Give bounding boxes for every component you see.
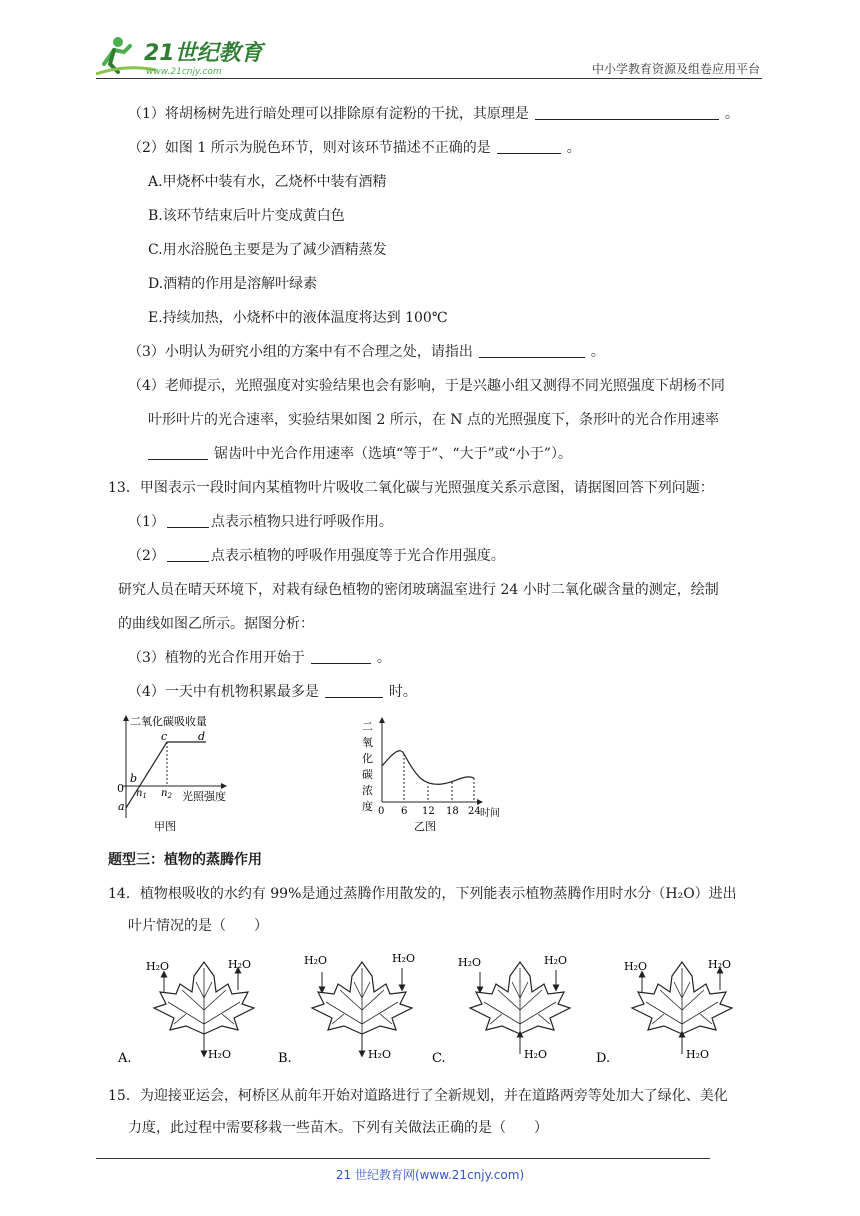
option-label: D.: [596, 1051, 611, 1066]
q13-stem: 13．甲图表示一段时间内某植物叶片吸收二氧化碳与光照强度关系示意图，请据图回答下列问题：: [108, 480, 714, 496]
footer-divider: [96, 1158, 710, 1159]
water-label: H₂O: [686, 1048, 710, 1061]
figure-caption: 甲图: [154, 820, 176, 833]
answer-blank[interactable]: [167, 513, 209, 528]
svg-text:度: 度: [362, 800, 373, 813]
svg-text:www.21cnjy.com: www.21cnjy.com: [146, 67, 222, 77]
q12-option-a: A.甲烧杯中装有水，乙烧杯中装有酒精: [148, 174, 387, 190]
svg-text:21世纪教育: 21世纪教育: [144, 41, 263, 66]
point-d-label: d: [198, 730, 206, 743]
q12-part3: （3）小明认为研究小组的方案中有不合理之处，请指出 。: [128, 344, 605, 360]
leaf-option-a[interactable]: [117, 958, 254, 1066]
y-axis-label: [362, 720, 373, 813]
point-b-label: b: [130, 772, 138, 785]
q12-option-e: E.持续加热，小烧杯中的液体温度将达到 100℃: [148, 310, 448, 326]
header-divider: [96, 78, 762, 79]
q14-stem-line2: 叶片情况的是（ ）: [128, 918, 268, 934]
y-axis-label: 二氧化碳吸收量: [130, 715, 207, 728]
origin-label: 0: [117, 782, 124, 795]
water-label: H₂O: [368, 1048, 392, 1061]
q12-option-c: C.用水浴脱色主要是为了减少酒精蒸发: [148, 242, 387, 258]
leaf-option-b[interactable]: [278, 952, 415, 1066]
point-n1-label: $n_1$: [136, 788, 147, 800]
svg-text:二: 二: [362, 720, 373, 733]
answer-blank[interactable]: [148, 445, 208, 460]
water-label: H₂O: [228, 958, 252, 971]
footer-link[interactable]: 21 世纪教育网(www.21cnjy.com): [335, 1168, 525, 1182]
x-axis-label: 光照强度: [182, 790, 226, 803]
answer-blank[interactable]: [479, 343, 585, 358]
water-label: H₂O: [208, 1048, 232, 1061]
answer-blank[interactable]: [325, 683, 383, 698]
q12-option-b: B.该环节结束后叶片变成黄白色: [148, 208, 345, 224]
water-label: H₂O: [458, 956, 482, 969]
q12-part1: （1）将胡杨树先进行暗处理可以排除原有淀粉的干扰，其原理是 。: [128, 106, 739, 122]
answer-blank[interactable]: [497, 139, 561, 154]
point-a-label: a: [118, 800, 125, 813]
co2-curve: [382, 751, 474, 785]
q13-paragraph-line2: 的曲线如图乙所示。据图分析：: [118, 616, 314, 632]
svg-text:化: 化: [362, 752, 373, 765]
platform-title: 中小学教育资源及组卷应用平台: [591, 62, 760, 76]
tick-label: 18: [446, 806, 459, 817]
leaf-option-d[interactable]: [596, 958, 732, 1066]
water-label: H₂O: [708, 958, 732, 971]
q14-stem-line1: 14．植物根吸收的水约有 99%是通过蒸腾作用散发的，下列能表示植物蒸腾作用时水分（H₂O）进出: [108, 886, 737, 902]
tick-label: 0: [378, 806, 385, 817]
water-label: H₂O: [146, 960, 170, 973]
figure-yi: [362, 716, 512, 836]
q15-stem-line2: 力度，此过程中需要移栽一些苗木。下列有关做法正确的是（ ）: [128, 1120, 548, 1136]
svg-text:浓: 浓: [362, 784, 373, 797]
water-label: H₂O: [544, 954, 568, 967]
answer-blank[interactable]: [535, 105, 719, 120]
tick-label: 24: [468, 806, 481, 817]
q12-part4-line2: 叶形叶片的光合速率，实验结果如图 2 所示，在 N 点的光照强度下，条形叶的光合作用速率: [148, 412, 719, 428]
x-axis-label: 时间: [480, 808, 500, 819]
site-logo: [96, 34, 266, 78]
answer-blank[interactable]: [167, 547, 209, 562]
option-label: B.: [278, 1051, 292, 1066]
q13-part4: （4）一天中有机物积累最多是 时。: [128, 684, 417, 700]
figure-jia: [112, 712, 252, 837]
q13-paragraph-line1: 研究人员在晴天环境下，对栽有绿色植物的密闭玻璃温室进行 24 小时二氧化碳含量的测定，绘制: [118, 582, 719, 598]
q14-leaf-options: [110, 946, 760, 1070]
q15-stem-line1: 15．为迎接亚运会，柯桥区从前年开始对道路进行了全新规划，并在道路两旁等处加大了绿化、美化: [108, 1088, 728, 1104]
q12-part4-line1: （4）老师提示，光照强度对实验结果也会有影响，于是兴趣小组又测得不同光照强度下胡杨不同: [128, 378, 725, 394]
answer-blank[interactable]: [311, 649, 371, 664]
svg-text:碳: 碳: [362, 768, 373, 781]
water-label: H₂O: [524, 1048, 548, 1061]
q12-option-d: D.酒精的作用是溶解叶绿素: [148, 276, 318, 292]
water-label: H₂O: [392, 952, 416, 965]
q13-part1: （1） 点表示植物只进行呼吸作用。: [128, 514, 393, 530]
svg-text:氧: 氧: [362, 736, 373, 749]
q13-part3: （3）植物的光合作用开始于 。: [128, 650, 391, 666]
section-title: 题型三：植物的蒸腾作用: [108, 852, 262, 868]
water-label: H₂O: [304, 954, 328, 967]
point-c-label: c: [161, 730, 168, 743]
q12-part2: （2）如图 1 所示为脱色环节，则对该环节描述不正确的是 。: [128, 140, 581, 156]
tick-label: 12: [422, 806, 435, 817]
q13-part2: （2） 点表示植物的呼吸作用强度等于光合作用强度。: [128, 548, 505, 564]
tick-label: 6: [401, 806, 408, 817]
q12-part4-line3: 锯齿叶中光合作用速率（选填“等于”、“大于”或“小于”）。: [148, 444, 572, 464]
figure-caption: 乙图: [414, 820, 436, 833]
leaf-option-c[interactable]: [432, 954, 570, 1066]
water-label: H₂O: [624, 960, 648, 973]
point-n2-label: $n_2$: [161, 788, 172, 800]
option-label: C.: [432, 1051, 446, 1066]
option-label: A.: [118, 1051, 132, 1066]
